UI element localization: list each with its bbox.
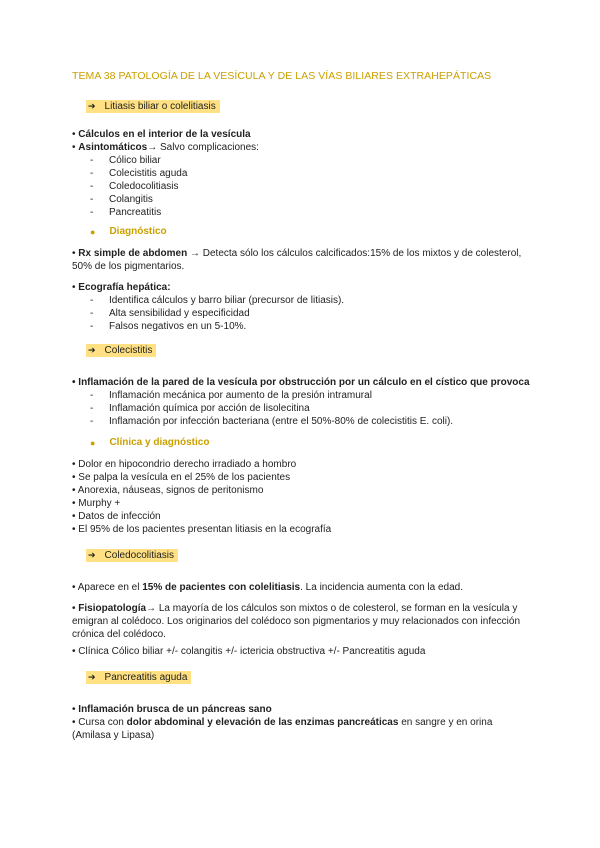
- section-heading-text: Litiasis biliar o colelitiasis: [104, 101, 216, 112]
- bullet-line: • Ecografía hepática:: [72, 282, 171, 293]
- subheading-clinica: ● Clínica y diagnóstico: [90, 437, 210, 448]
- arrow-icon: ➔: [88, 550, 96, 561]
- bullet-line: • Inflamación brusca de un páncreas sano: [72, 704, 272, 715]
- bullet-line: • Asintomáticos→ Salvo complicaciones:: [72, 142, 259, 153]
- arrow-icon: ➔: [88, 345, 96, 356]
- document-page: [72, 70, 532, 742]
- section-heading-coledocolitiasis: [86, 548, 532, 563]
- bullet-paragraph: • Cursa con dolor abdominal y elevación de las enzimas pancreáticas en sangre y en orina (Amilasa y Lipasa): [72, 717, 493, 741]
- list-item: • Anorexia, náuseas, signos de peritonismo: [72, 485, 264, 496]
- subheading-diagnostico: ● Diagnóstico: [90, 226, 167, 237]
- section-heading-colecistitis: [86, 343, 532, 358]
- list-item: • Dolor en hipocondrio derecho irradiado a hombro: [72, 459, 297, 470]
- section-heading-pancreatitis: [86, 670, 532, 685]
- list-item: • Se palpa la vesícula en el 25% de los pacientes: [72, 472, 291, 483]
- list-item: • El 95% de los pacientes presentan litiasis en la ecografía: [72, 524, 332, 535]
- section-heading-text: Coledocolitiasis: [104, 550, 175, 561]
- list-item: - Coledocolitiasis: [72, 180, 532, 193]
- list-item: - Inflamación mecánica por aumento de la presión intramural: [72, 389, 532, 402]
- list-item: - Identifica cálculos y barro biliar (precursor de litiasis).: [72, 294, 532, 307]
- list-item: - Falsos negativos en un 5-10%.: [72, 320, 532, 333]
- list-item: - Colangitis: [72, 193, 532, 206]
- bullet-line: • Cálculos en el interior de la vesícula: [72, 129, 251, 140]
- circle-bullet-icon: ●: [90, 437, 96, 448]
- bullet-paragraph: • Fisiopatología→ La mayoría de los cálculos son mixtos o de colesterol, se forman en la vesícula y emigran al colédoco. Los originarios del colédoco son pigmentarios y muy relacionados con infección crónica del colédoco.: [72, 603, 521, 640]
- page-title: TEMA 38 PATOLOGÍA DE LA VESÍCULA Y DE LAS VÍAS BILIARES EXTRAHEPÁTICAS: [72, 70, 492, 82]
- list-item: - Cólico biliar: [72, 154, 532, 167]
- list-item: - Alta sensibilidad y especificidad: [72, 307, 532, 320]
- complications-list: [72, 154, 532, 219]
- clinic-list: [72, 458, 532, 536]
- list-item: - Pancreatitis: [72, 206, 532, 219]
- list-item: - Colecistitis aguda: [72, 167, 532, 180]
- list-item: • Murphy +: [72, 498, 121, 509]
- bullet-line: • Clínica Cólico biliar +/- colangitis +/- ictericia obstructiva +/- Pancreatitis aguda: [72, 646, 426, 657]
- list-item: - Inflamación química por acción de lisolecitina: [72, 402, 532, 415]
- eco-list: [72, 294, 532, 333]
- bullet-paragraph: • Rx simple de abdomen → Detecta sólo los cálculos calcificados:15% de los mixtos y de colesterol, 50% de los pigmentarios.: [72, 248, 522, 272]
- list-item: - Inflamación por infección bacteriana (entre el 50%-80% de colecistitis E. coli).: [72, 415, 532, 428]
- list-item: • Datos de infección: [72, 511, 161, 522]
- arrow-icon: ➔: [88, 101, 96, 112]
- section-heading-text: Pancreatitis aguda: [104, 672, 188, 683]
- inflammation-list: [72, 389, 532, 428]
- bullet-line: • Aparece en el 15% de pacientes con colelitiasis. La incidencia aumenta con la edad.: [72, 582, 463, 593]
- arrow-icon: ➔: [88, 672, 96, 683]
- section-heading-text: Colecistitis: [104, 345, 153, 356]
- bullet-paragraph: • Inflamación de la pared de la vesícula por obstrucción por un cálculo en el cístico que provoca: [72, 377, 530, 388]
- section-heading-litiasis: [86, 99, 532, 114]
- circle-bullet-icon: ●: [90, 226, 96, 237]
